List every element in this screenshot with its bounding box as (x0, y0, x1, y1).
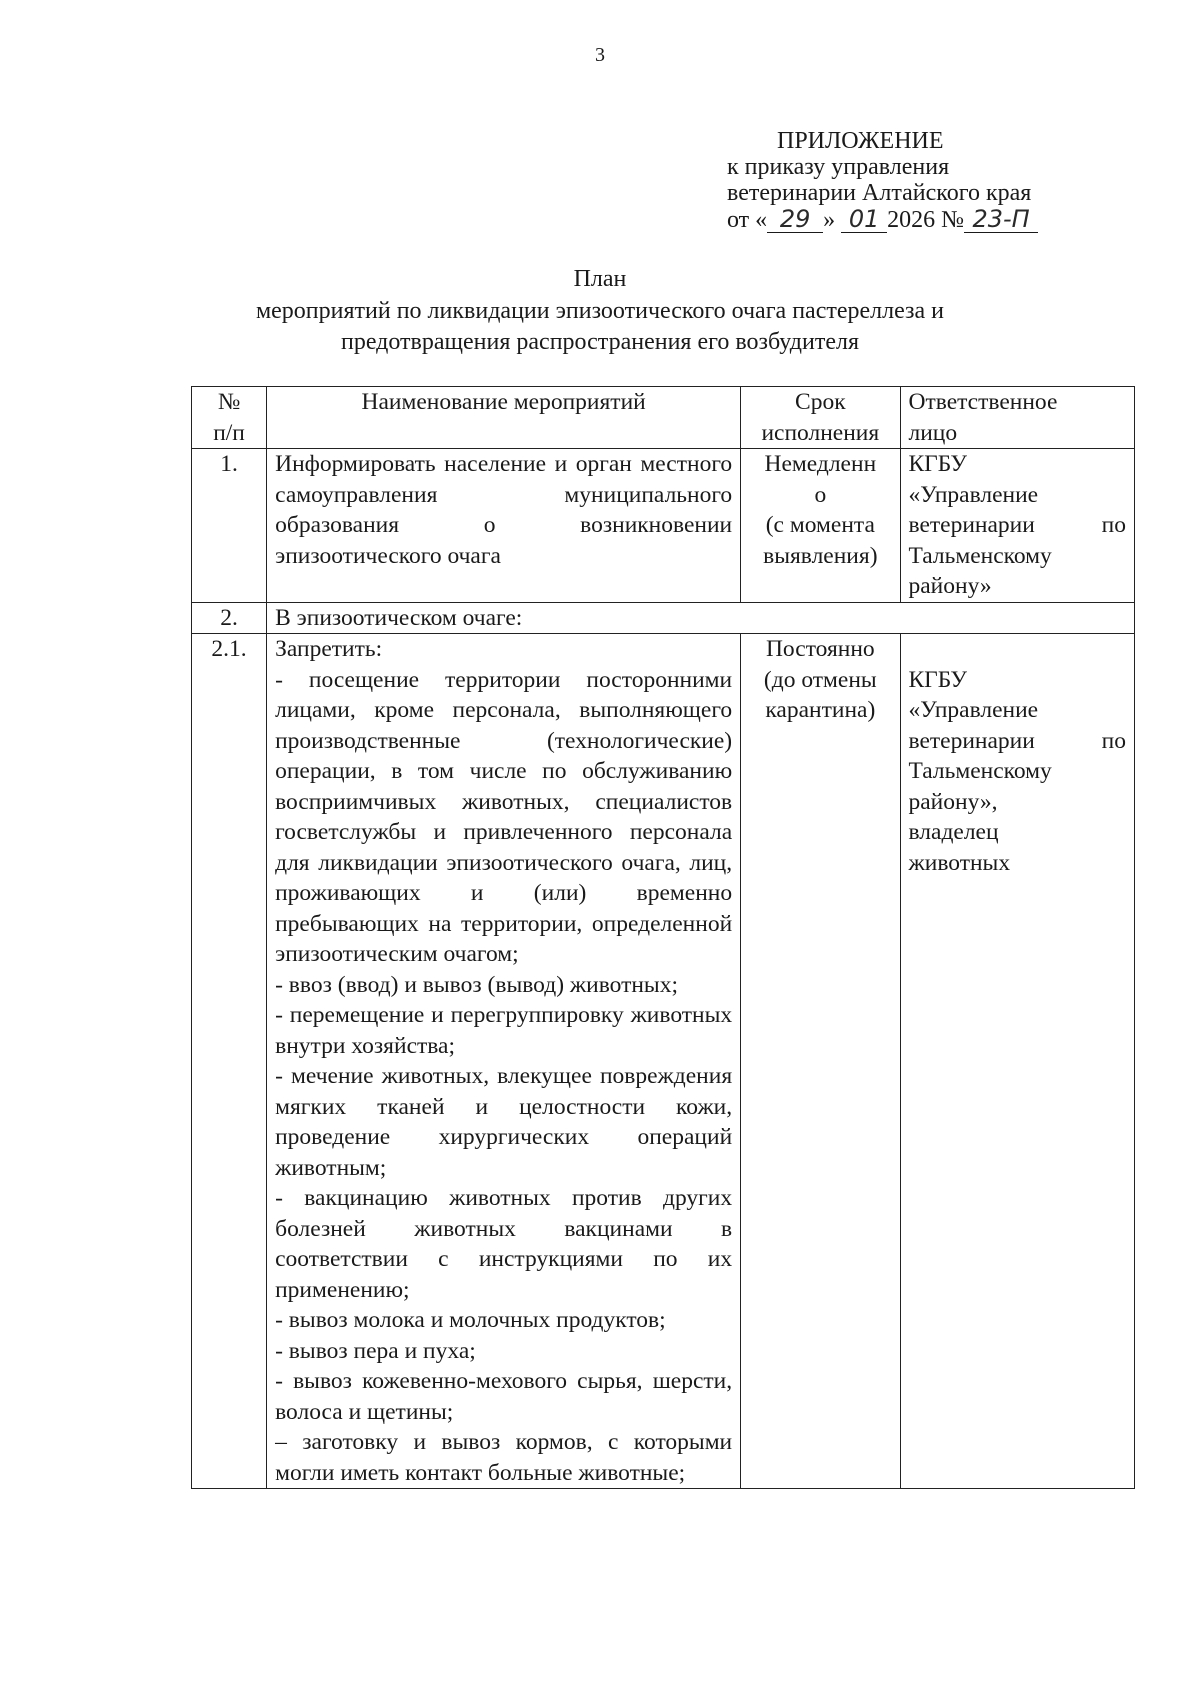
row2-name: В эпизоотическом очаге: (267, 602, 1135, 634)
plan-subtitle (0, 296, 1200, 358)
date-prefix: от « (727, 207, 768, 233)
appendix-title: ПРИЛОЖЕНИЕ (777, 128, 944, 154)
appendix-date-line (727, 206, 1038, 233)
plan-subtitle-line-2: предотвращения распространения его возбудителя (340, 329, 859, 355)
row3-item: - перемещение и перегруппировку животных внутри хозяйства; (275, 1002, 733, 1059)
row1-name: Информировать население и орган местного самоуправления муниципального образования о возникновении эпизоотического очага (267, 449, 741, 603)
appendix-line-1: к приказу управления (727, 154, 950, 180)
row1-responsible: КГБУ «Управление ветеринарии по Тальменскому району» (900, 449, 1135, 603)
row3-item: - вывоз пера и пуха; (275, 1337, 476, 1364)
plan-title: План (573, 266, 627, 292)
appendix-header (727, 128, 1038, 233)
page-number: 3 (595, 44, 605, 66)
plan-subtitle-line-1: мероприятий по ликвидации эпизоотического очага пастереллеза и (255, 298, 945, 324)
date-year-number: 2026 № (887, 207, 965, 233)
table-row (192, 634, 1135, 1489)
header-name: Наименование мероприятий (267, 387, 741, 449)
table-row (192, 602, 1135, 634)
row3-item: - ввоз (ввод) и вывоз (вывод) животных; (275, 971, 678, 998)
row3-lead: Запретить: (275, 636, 383, 662)
header-responsible: Ответственное лицо (900, 387, 1135, 449)
table-row (192, 449, 1135, 603)
row3-name (267, 634, 741, 1489)
table-header-row (192, 387, 1135, 449)
appendix-line-2: ветеринарии Алтайского края (727, 180, 1032, 206)
date-mid: » (823, 207, 836, 233)
row3-item: - мечение животных, влекущее повреждения мягких тканей и целостности кожи, проведение хирургических операций животным; (275, 1063, 733, 1181)
row2-num: 2. (192, 602, 267, 634)
row3-item: - вывоз молока и молочных продуктов; (275, 1307, 666, 1333)
row3-item: - посещение территории посторонними лицами, кроме персонала, выполняющего производственные (технологические) операции, в том числе по обслуживанию восприимчивых животных, специалистов госветслужбы и привлеченного персонала для ликвидации эпизоотического очага, лиц, проживающих и (или) временно пребывающих на территории, определенной эпизоотическим очагом; (275, 666, 733, 967)
row1-term: Немедленн о (с момента выявления) (741, 449, 900, 603)
handwritten-month: 01 (841, 206, 887, 233)
row3-responsible: КГБУ «Управление ветеринарии по Тальменскому району», владелец животных (900, 634, 1135, 1489)
handwritten-day: 29 (767, 206, 823, 233)
measures-table (191, 386, 1135, 1489)
row3-item: - вывоз кожевенно-мехового сырья, шерсти, волоса и щетины; (275, 1368, 733, 1425)
handwritten-order-number: 23-П (964, 206, 1038, 233)
row3-item: - вакцинацию животных против других болезней животных вакцинами в соответствии с инструкциями по их применению; (275, 1185, 733, 1303)
row3-num: 2.1. (192, 634, 267, 1489)
row3-item: – заготовку и вывоз кормов, с которыми могли иметь контакт больные животные; (275, 1429, 733, 1486)
header-term: Срок исполнения (741, 387, 900, 449)
row3-term: Постоянно (до отмены карантина) (741, 634, 900, 1489)
header-num: № п/п (192, 387, 267, 449)
row1-num: 1. (192, 449, 267, 603)
